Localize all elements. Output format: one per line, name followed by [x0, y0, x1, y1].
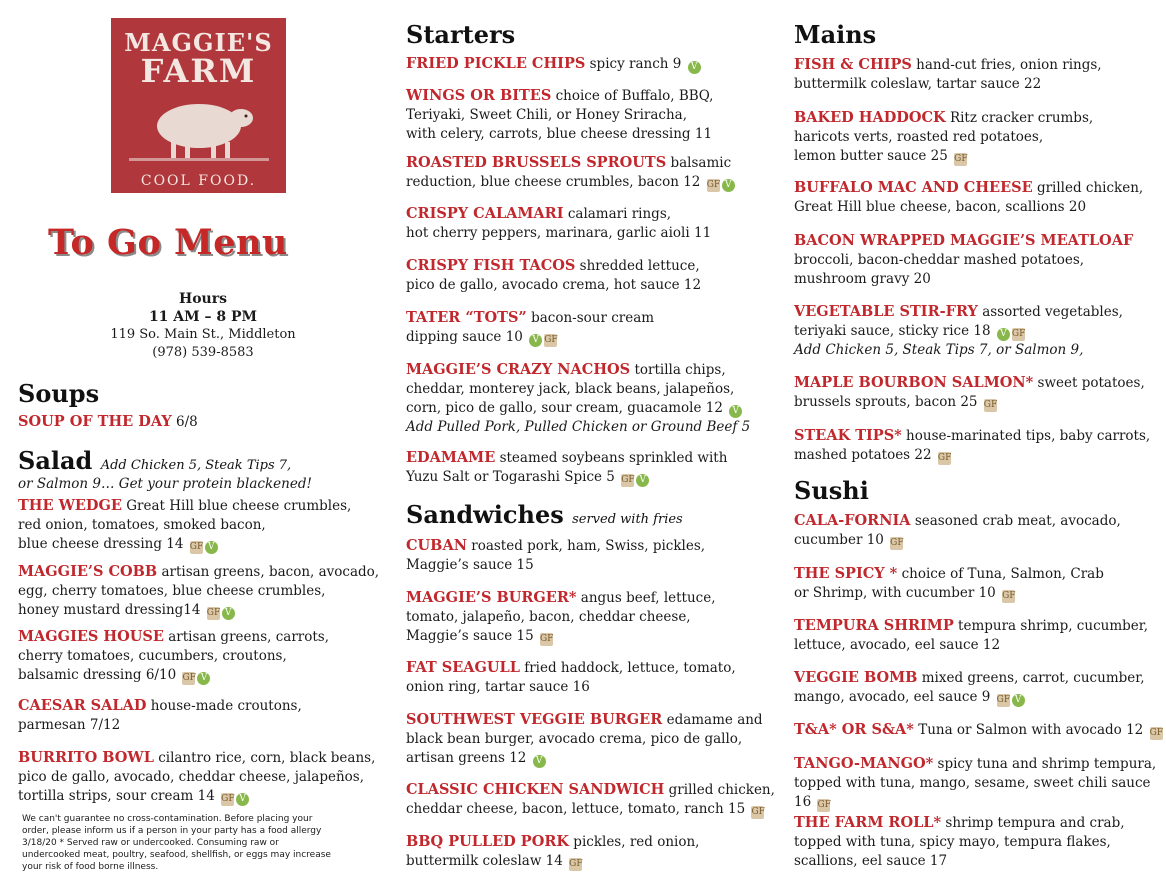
item-desc: grilled chicken, — [668, 782, 775, 798]
vegetarian-icon: V — [729, 405, 742, 418]
disclaimer-line: 3/18/20 * Served raw or undercooked. Consuming raw or — [22, 838, 279, 848]
item-desc: red onion, tomatoes, smoked bacon, — [18, 517, 266, 533]
item-name: VEGETABLE STIR-FRY — [794, 303, 978, 320]
item-name: STEAK TIPS* — [794, 427, 902, 444]
salad-note2: or Salmon 9… Get your protein blackened! — [18, 476, 312, 492]
item-desc: egg, cherry tomatoes, blue cheese crumbles, — [18, 583, 326, 599]
sheep-icon — [129, 88, 269, 168]
item-desc: teriyaki sauce, sticky rice 18 — [794, 323, 991, 339]
gluten-free-icon: GF — [621, 475, 635, 485]
menu-item — [406, 448, 727, 487]
vegetarian-icon: V — [529, 334, 542, 347]
vegetarian-icon: V — [636, 474, 649, 487]
item-name: T&A* OR S&A* — [794, 721, 914, 738]
item-desc: scallions, eel sauce 17 — [794, 853, 948, 869]
item-desc: topped with tuna, mango, sesame, sweet chili sauce 16 — [794, 775, 1151, 810]
item-name: CRISPY CALAMARI — [406, 205, 564, 222]
item-desc: buttermilk coleslaw 14 — [406, 853, 563, 869]
vegetarian-icon: V — [1012, 694, 1025, 707]
menu-item — [406, 360, 750, 437]
item-desc: balsamic — [670, 155, 732, 171]
item-desc: hand-cut fries, onion rings, — [916, 57, 1102, 73]
vegetarian-icon: V — [533, 755, 546, 768]
item-desc: lemon butter sauce 25 — [794, 148, 948, 164]
menu-item — [406, 256, 701, 295]
menu-item — [794, 813, 1125, 871]
menu-title: To Go Menu — [48, 222, 288, 263]
item-desc: cheddar cheese, bacon, lettuce, tomato, ranch 15 — [406, 801, 746, 817]
menu-item — [794, 616, 1148, 655]
vegetarian-icon: V — [722, 179, 735, 192]
menu-item — [794, 511, 1121, 550]
item-name: TEMPURA SHRIMP — [794, 617, 954, 634]
item-desc: calamari rings, — [567, 206, 672, 222]
item-desc: balsamic dressing 6/10 — [18, 667, 177, 683]
item-name: BBQ PULLED PORK — [406, 833, 569, 850]
item-desc: spicy tuna and shrimp tempura, — [937, 756, 1157, 772]
gluten-free-icon: GF — [706, 180, 721, 190]
item-name: MAPLE BOURBON SALMON* — [794, 374, 1034, 391]
item-desc: shrimp tempura and crab, — [945, 815, 1125, 831]
disclaimer-line: order, please inform us if a person in your party has a food allergy — [22, 826, 322, 836]
disclaimer-line: We can't guarantee no cross-contamination. Before placing your — [22, 814, 313, 824]
menu-item — [794, 178, 1143, 217]
menu-item — [406, 54, 701, 74]
menu-item — [406, 780, 775, 819]
gluten-free-icon: GF — [937, 453, 952, 463]
item-addon: Add Chicken 5, Steak Tips 7, or Salmon 9, — [794, 342, 1084, 358]
item-desc: mashed potatoes 22 — [794, 447, 932, 463]
menu-item — [406, 536, 705, 575]
item-desc: parmesan 7/12 — [18, 717, 121, 733]
item-name: MAGGIE’S CRAZY NACHOS — [406, 361, 631, 378]
item-desc: brussels sprouts, bacon 25 — [794, 394, 978, 410]
menu-item — [794, 231, 1133, 289]
item-desc: pico de gallo, avocado crema, hot sauce 12 — [406, 277, 702, 293]
item-addon: Add Pulled Pork, Pulled Chicken or Ground Beef 5 — [406, 419, 751, 435]
item-desc: corn, pico de gallo, sour cream, guacamole 12 — [406, 400, 723, 416]
item-desc: mixed greens, carrot, cucumber, — [921, 670, 1145, 686]
item-name: MAGGIE’S COBB — [18, 563, 158, 580]
item-desc: reduction, blue cheese crumbles, bacon 12 — [406, 174, 701, 190]
item-desc: Maggie’s sauce 15 — [406, 557, 534, 573]
item-desc: tomato, jalapeño, bacon, cheddar cheese, — [406, 609, 691, 625]
salad-heading — [18, 446, 291, 475]
menu-item — [18, 627, 329, 685]
item-desc: tempura shrimp, cucumber, — [958, 618, 1149, 634]
item-desc: spicy ranch 9 — [589, 56, 682, 72]
item-desc: angus beef, lettuce, — [580, 590, 716, 606]
item-name: ROASTED BRUSSELS SPROUTS — [406, 154, 667, 171]
menu-item — [794, 108, 1093, 166]
item-desc: sweet potatoes, — [1037, 375, 1145, 391]
menu-item — [18, 696, 302, 735]
item-name: SOUP OF THE DAY — [18, 413, 172, 430]
salad-title: Salad — [18, 446, 93, 475]
menu-item — [406, 710, 763, 768]
menu-item — [794, 754, 1166, 812]
item-desc: shredded lettuce, — [579, 258, 700, 274]
mains-heading: Mains — [794, 20, 877, 49]
item-desc: Yuzu Salt or Togarashi Spice 5 — [406, 469, 615, 485]
item-desc: artisan greens, bacon, avocado, — [161, 564, 380, 580]
salad-note: Add Chicken 5, Steak Tips 7, — [100, 458, 292, 473]
item-desc: topped with tuna, spicy mayo, tempura flakes, — [794, 834, 1111, 850]
vegetarian-icon: V — [997, 328, 1010, 341]
item-desc: mushroom gravy 20 — [794, 271, 931, 287]
item-name: THE SPICY * — [794, 565, 898, 582]
item-name: VEGGIE BOMB — [794, 669, 918, 686]
gluten-free-icon: GF — [890, 538, 904, 548]
item-name: MAGGIES HOUSE — [18, 628, 164, 645]
item-desc: choice of Tuna, Salmon, Crab — [901, 566, 1104, 582]
item-desc: Great Hill blue cheese crumbles, — [126, 498, 352, 514]
starters-heading: Starters — [406, 20, 516, 49]
item-name: THE FARM ROLL* — [794, 814, 942, 831]
menu-item — [406, 308, 654, 347]
item-desc: grilled chicken, — [1036, 180, 1144, 196]
gluten-free-icon: GF — [751, 807, 765, 817]
item-desc: Ritz cracker crumbs, — [949, 110, 1094, 126]
allergy-disclaimer — [22, 813, 362, 873]
gluten-free-icon: GF — [983, 400, 998, 410]
item-desc: broccoli, bacon-cheddar mashed potatoes, — [794, 252, 1085, 268]
item-desc: honey mustard dressing14 — [18, 602, 201, 618]
hours-time: 11 AM – 8 PM — [148, 309, 258, 325]
gluten-free-icon: GF — [1002, 591, 1016, 601]
item-desc: roasted pork, ham, Swiss, pickles, — [471, 538, 706, 554]
item-name: WINGS OR BITES — [406, 87, 552, 104]
item-desc: pickles, red onion, — [573, 834, 700, 850]
sandwiches-note: served with fries — [572, 512, 683, 527]
menu-item — [18, 748, 375, 806]
item-desc: steamed soybeans sprinkled with — [499, 450, 728, 466]
item-name: CALA-FORNIA — [794, 512, 911, 529]
menu-item — [794, 302, 1123, 360]
item-desc: cherry tomatoes, cucumbers, croutons, — [18, 648, 287, 664]
item-desc: seasoned crab meat, avocado, — [914, 513, 1121, 529]
menu-item — [406, 153, 735, 192]
item-desc: mango, avocado, eel sauce 9 — [794, 689, 991, 705]
gluten-free-icon: GF — [1149, 728, 1163, 738]
address: 119 So. Main St., Middleton — [110, 327, 296, 342]
item-desc: with celery, carrots, blue cheese dressing 11 — [406, 126, 713, 142]
item-desc: bacon-sour cream — [531, 310, 655, 326]
gluten-free-icon: GF — [996, 695, 1011, 705]
item-name: THE WEDGE — [18, 497, 122, 514]
item-desc: hot cherry peppers, marinara, garlic aioli 11 — [406, 225, 712, 241]
gluten-free-icon: GF — [189, 542, 204, 552]
maggies-farm-logo — [111, 18, 286, 193]
item-name: FISH & CHIPS — [794, 56, 912, 73]
item-name: CUBAN — [406, 537, 467, 554]
menu-item — [18, 496, 351, 554]
item-name: FRIED PICKLE CHIPS — [406, 55, 586, 72]
item-desc: cucumber 10 — [794, 532, 884, 548]
item-name: EDAMAME — [406, 449, 496, 466]
item-desc: or Shrimp, with cucumber 10 — [794, 585, 996, 601]
item-desc: artisan greens, carrots, — [168, 629, 329, 645]
menu-item — [18, 412, 198, 432]
logo-tagline: COOL FOOD. — [140, 173, 257, 189]
item-desc: Tuna or Salmon with avocado 12 — [918, 722, 1144, 738]
item-name: CAESAR SALAD — [18, 697, 147, 714]
item-desc: Maggie’s sauce 15 — [406, 628, 534, 644]
logo-line2: FARM — [140, 52, 257, 90]
item-desc: edamame and — [666, 712, 763, 728]
item-desc: assorted vegetables, — [982, 304, 1123, 320]
gluten-free-icon: GF — [954, 154, 968, 164]
disclaimer-line: undercooked meat, poultry, seafood, shellfish, or eggs may increase — [22, 850, 331, 860]
item-name: CRISPY FISH TACOS — [406, 257, 576, 274]
item-desc: tortilla chips, — [634, 362, 726, 378]
menu-item — [406, 658, 736, 697]
item-name: CLASSIC CHICKEN SANDWICH — [406, 781, 665, 798]
phone: (978) 539-8583 — [152, 345, 254, 360]
hours-label: Hours — [178, 291, 227, 307]
item-name: TATER “TOTS” — [406, 309, 527, 326]
item-desc: house-marinated tips, baby carrots, — [906, 428, 1151, 444]
gluten-free-icon: GF — [206, 608, 221, 618]
menu-item — [406, 86, 713, 144]
item-desc: blue cheese dressing 14 — [18, 536, 184, 552]
item-desc: buttermilk coleslaw, tartar sauce 22 — [794, 76, 1042, 92]
vegetarian-icon: V — [205, 541, 218, 554]
item-desc: choice of Buffalo, BBQ, — [555, 88, 714, 104]
gluten-free-icon: GF — [539, 634, 554, 644]
vegetarian-icon: V — [236, 793, 249, 806]
item-name: BUFFALO MAC AND CHEESE — [794, 179, 1033, 196]
item-desc: Teriyaki, Sweet Chili, or Honey Sriracha, — [406, 107, 688, 123]
menu-item — [406, 832, 699, 871]
gluten-free-icon: GF — [1011, 329, 1026, 339]
sandwiches-title: Sandwiches — [406, 500, 564, 529]
sushi-heading: Sushi — [794, 476, 869, 505]
item-name: BURRITO BOWL — [18, 749, 154, 766]
salad-note-line2 — [18, 475, 312, 494]
item-desc: onion ring, tartar sauce 16 — [406, 679, 590, 695]
item-desc: artisan greens 12 — [406, 750, 527, 766]
item-desc: 6/8 — [176, 414, 198, 430]
gluten-free-icon: GF — [569, 859, 583, 869]
menu-item — [794, 720, 1163, 740]
menu-item — [794, 426, 1150, 465]
gluten-free-icon: GF — [817, 800, 831, 810]
item-desc: dipping sauce 10 — [406, 329, 523, 345]
item-desc: tortilla strips, sour cream 14 — [18, 788, 215, 804]
vegetarian-icon: V — [222, 607, 235, 620]
sandwiches-heading — [406, 500, 683, 529]
item-name: BAKED HADDOCK — [794, 109, 946, 126]
item-desc: fried haddock, lettuce, tomato, — [524, 660, 736, 676]
menu-item — [794, 564, 1104, 603]
item-desc: haricots verts, roasted red potatoes, — [794, 129, 1044, 145]
item-desc: black bean burger, avocado crema, pico de gallo, — [406, 731, 743, 747]
item-desc: cheddar, monterey jack, black beans, jalapeños, — [406, 381, 735, 397]
menu-item — [18, 562, 379, 620]
item-desc: cilantro rice, corn, black beans, — [158, 750, 376, 766]
logo-line1: MAGGIE'S — [124, 28, 273, 57]
item-desc: lettuce, avocado, eel sauce 12 — [794, 637, 1001, 653]
item-desc: house-made croutons, — [150, 698, 302, 714]
item-name: TANGO-MANGO* — [794, 755, 934, 772]
menu-item — [794, 55, 1102, 94]
gluten-free-icon: GF — [221, 794, 235, 804]
soups-heading: Soups — [18, 379, 100, 408]
disclaimer-line: your risk of food borne illness. — [22, 862, 159, 872]
item-name: FAT SEAGULL — [406, 659, 520, 676]
item-name: BACON WRAPPED MAGGIE’S MEATLOAF — [794, 232, 1134, 249]
menu-item — [406, 588, 716, 646]
item-name: SOUTHWEST VEGGIE BURGER — [406, 711, 663, 728]
menu-item — [794, 373, 1145, 412]
vegetarian-icon: V — [197, 672, 210, 685]
gluten-free-icon: GF — [544, 335, 558, 345]
menu-item — [406, 204, 711, 243]
gluten-free-icon: GF — [182, 673, 196, 683]
vegetarian-icon: V — [688, 61, 701, 74]
item-desc: Great Hill blue cheese, bacon, scallions 20 — [794, 199, 1087, 215]
item-desc: pico de gallo, avocado, cheddar cheese, jalapeños, — [18, 769, 364, 785]
item-name: MAGGIE’S BURGER* — [406, 589, 577, 606]
menu-item — [794, 668, 1145, 707]
hours-block — [18, 290, 388, 362]
